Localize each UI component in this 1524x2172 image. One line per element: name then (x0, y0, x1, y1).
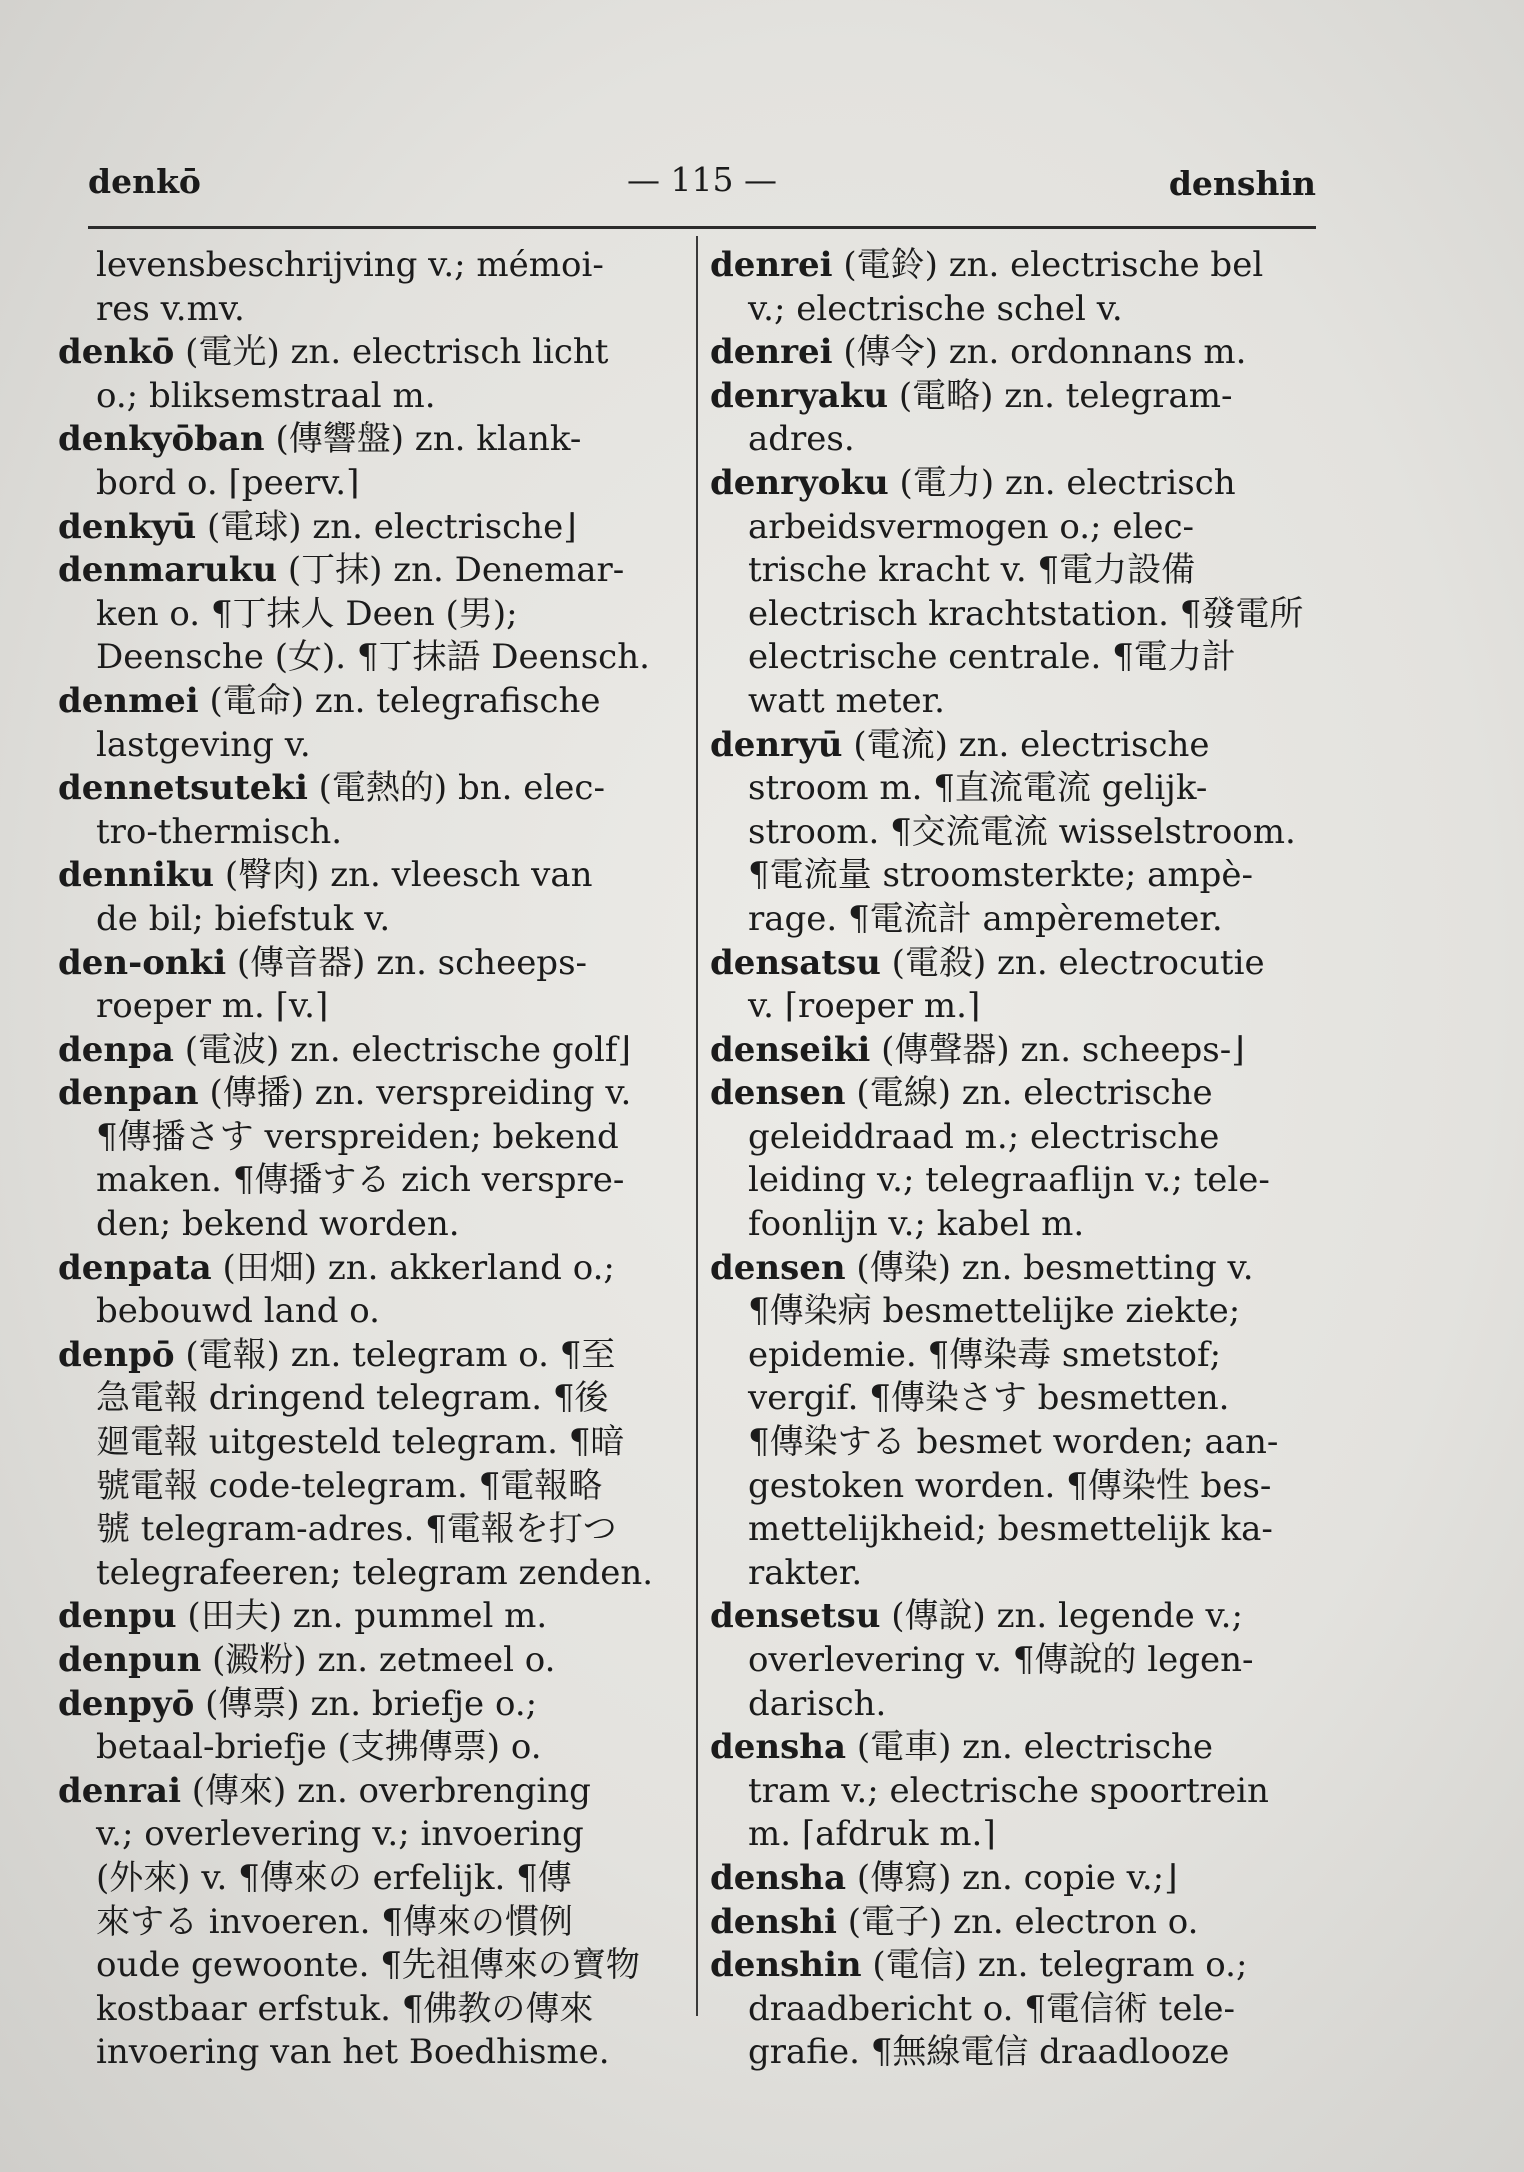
dictionary-entry-line (58, 1639, 672, 1683)
entry-text: (傳票) zn. briefje o.; (194, 1683, 538, 1724)
headword: densetsu (710, 1596, 881, 1637)
entry-text: electrische centrale. ¶電力計 (748, 637, 1236, 678)
entry-text: stroom. ¶交流電流 wisselstroom. (748, 811, 1296, 852)
entry-text: adres. (748, 419, 855, 460)
entry-continuation-line (58, 1857, 672, 1901)
dictionary-entry-line (58, 1072, 672, 1116)
entry-text: (電信) zn. telegram o.; (861, 1945, 1248, 1986)
entry-text: electrisch krachtstation. ¶發電所 (748, 593, 1304, 634)
entry-continuation-line (58, 898, 672, 942)
entry-text: (電力) zn. electrisch (888, 462, 1236, 503)
entry-continuation-line (58, 375, 672, 419)
entry-text: m. ⌈afdruk m.⌉ (748, 1814, 996, 1855)
entry-continuation-line (710, 1116, 1322, 1160)
entry-continuation-line (710, 1813, 1322, 1857)
page-header (88, 158, 1316, 208)
headword: denrai (58, 1770, 181, 1811)
entry-text: (田畑) zn. akkerland o.; (211, 1247, 615, 1288)
entry-text: 急電報 dringend telegram. ¶後 (96, 1378, 609, 1419)
entry-text: (電鈴) zn. electrische bel (832, 245, 1264, 285)
headword: denryoku (710, 462, 889, 503)
dictionary-entry-line (710, 375, 1322, 419)
dictionary-entry-line (710, 1029, 1322, 1073)
dictionary-entry-line (58, 1029, 672, 1073)
entry-text: o.; bliksemstraal m. (96, 375, 436, 416)
dictionary-entry-line (58, 1683, 672, 1727)
entry-continuation-line (710, 288, 1322, 332)
entry-text: ¶傳染病 besmettelijke ziekte; (748, 1291, 1241, 1332)
headword: denrei (710, 332, 833, 373)
entry-text: betaal-briefje (支拂傳票) o. (96, 1727, 542, 1768)
entry-text: (電流) zn. electrische (842, 724, 1210, 765)
headword: den-onki (58, 942, 227, 983)
entry-text: rage. ¶電流計 ampèremeter. (748, 898, 1223, 939)
entry-continuation-line (58, 2031, 672, 2075)
entry-continuation-line (710, 1334, 1322, 1378)
entry-text: maken. ¶傳播する zich verspre- (96, 1160, 625, 1201)
headword: denpan (58, 1073, 199, 1114)
dictionary-entry-line (58, 854, 672, 898)
entry-text: (外來) v. ¶傳來の erfelijk. ¶傳 (96, 1857, 572, 1898)
entry-text: epidemie. ¶傳染毒 smetstof; (748, 1334, 1222, 1375)
entry-text: kostbaar erfstuk. ¶佛教の傳來 (96, 1988, 594, 2029)
headword: denryaku (710, 375, 889, 416)
headword: dennetsuteki (58, 768, 308, 809)
entry-text: (傳音器) zn. scheeps- (226, 942, 588, 983)
entry-text: bord o. ⌈peerv.⌉ (96, 462, 360, 503)
entry-text: de bil; biefstuk v. (96, 898, 391, 939)
entry-continuation-line (710, 636, 1322, 680)
headword: denpu (58, 1596, 177, 1637)
column-divider (696, 236, 698, 2016)
dictionary-entry-line (710, 942, 1322, 986)
entry-continuation-line (710, 767, 1322, 811)
entry-text: tro-thermisch. (96, 811, 343, 852)
dictionary-entry-line (710, 331, 1322, 375)
entry-text: (電光) zn. electrisch licht (174, 332, 609, 373)
entry-continuation-line (58, 593, 672, 637)
entry-continuation-line (710, 854, 1322, 898)
entry-continuation-line (58, 1988, 672, 2032)
entry-text: (傳播) zn. verspreiding v. (198, 1073, 632, 1114)
dictionary-entry-line (710, 1072, 1322, 1116)
entry-continuation-line (58, 1203, 672, 1247)
headword: denkyōban (58, 419, 265, 460)
entry-text: (電子) zn. electron o. (836, 1901, 1199, 1942)
headword: denmaruku (58, 550, 278, 591)
entry-text: geleiddraad m.; electrische (748, 1116, 1220, 1157)
dictionary-entry-line (710, 1726, 1322, 1770)
headword: densatsu (710, 942, 881, 983)
dictionary-entry-line (710, 1944, 1322, 1988)
entry-continuation-line (710, 1552, 1322, 1596)
headword: denrei (710, 245, 833, 285)
header-rule (88, 226, 1316, 229)
entry-text: roeper m. ⌈v.⌉ (96, 986, 329, 1027)
entry-text: vergif. ¶傳染さす besmetten. (748, 1378, 1230, 1419)
entry-continuation-line (710, 1465, 1322, 1509)
entry-text: foonlijn v.; kabel m. (748, 1204, 1085, 1245)
entry-text: Deensche (女). ¶丁抹語 Deensch. (96, 637, 650, 678)
entry-text: (電車) zn. electrische (846, 1727, 1214, 1768)
entry-text: (電波) zn. electrische golf⌋ (173, 1029, 631, 1070)
entry-text: draadbericht o. ¶電信術 tele- (748, 1988, 1235, 2029)
entry-text: (傳聲器) zn. scheeps-⌋ (870, 1029, 1245, 1070)
headword: densen (710, 1073, 846, 1114)
headword: denpun (58, 1640, 202, 1680)
dictionary-entry-line (710, 244, 1322, 288)
entry-text: invoering van het Boedhisme. (96, 2032, 610, 2073)
entry-text: levensbeschrijving v.; mémoi- (96, 245, 604, 285)
entry-continuation-line (58, 1377, 672, 1421)
headword: denniku (58, 855, 215, 896)
entry-continuation-line (710, 811, 1322, 855)
entry-continuation-line (710, 506, 1322, 550)
entry-text: (傳來) zn. overbrenging (180, 1770, 591, 1811)
entry-text: (電略) zn. telegram- (888, 375, 1233, 416)
headword: denpata (58, 1247, 212, 1288)
entry-text: ¶傳播さす verspreiden; bekend (96, 1116, 619, 1157)
entry-text: (傳令) zn. ordonnans m. (832, 332, 1247, 373)
entry-text: v. ⌈roeper m.⌉ (748, 986, 981, 1027)
entry-continuation-line (710, 593, 1322, 637)
entry-text: rakter. (748, 1552, 863, 1593)
right-guide-word: denshin (1168, 164, 1316, 203)
entry-text: v.; overlevering v.; invoering (96, 1814, 584, 1855)
page-number: — 115 — (627, 160, 777, 199)
dictionary-entry-line (58, 680, 672, 724)
dictionary-entry-line (58, 506, 672, 550)
entry-text: (臀肉) zn. vleesch van (214, 855, 593, 896)
dictionary-entry-line (710, 1857, 1322, 1901)
entry-continuation-line (58, 1116, 672, 1160)
dictionary-entry-line (58, 331, 672, 375)
left-guide-word: denkō (88, 162, 201, 201)
entry-text: 號電報 code-telegram. ¶電報略 (96, 1465, 603, 1506)
headword: densha (710, 1857, 847, 1898)
entry-continuation-line (58, 1552, 672, 1596)
entry-text: lastgeving v. (96, 724, 311, 765)
entry-text: bebouwd land o. (96, 1291, 380, 1332)
dictionary-entry-line (58, 549, 672, 593)
dictionary-entry-line (58, 1595, 672, 1639)
entry-continuation-line (58, 288, 672, 332)
dictionary-entry-line (58, 1770, 672, 1814)
entry-text: stroom m. ¶直流電流 gelijk- (748, 768, 1208, 809)
entry-text: (傳寫) zn. copie v.;⌋ (846, 1857, 1178, 1898)
entry-continuation-line (710, 1639, 1322, 1683)
entry-continuation-line (710, 1770, 1322, 1814)
entry-text: (電命) zn. telegrafische (198, 680, 601, 721)
entry-continuation-line (58, 724, 672, 768)
dictionary-entry-line (710, 462, 1322, 506)
dictionary-entry-line (710, 1247, 1322, 1291)
headword: densen (710, 1247, 846, 1288)
entry-text: tram v.; electrische spoortrein (748, 1770, 1269, 1811)
entry-continuation-line (58, 1944, 672, 1988)
entry-continuation-line (710, 418, 1322, 462)
entry-continuation-line (710, 1203, 1322, 1247)
entry-continuation-line (710, 680, 1322, 724)
entry-continuation-line (710, 1508, 1322, 1552)
entry-text: arbeidsvermogen o.; elec- (748, 506, 1194, 547)
entry-text: (傳說) zn. legende v.; (880, 1596, 1243, 1637)
entry-continuation-line (58, 1508, 672, 1552)
entry-text: (田夫) zn. pummel m. (176, 1596, 548, 1637)
right-column (710, 244, 1322, 2075)
entry-continuation-line (710, 2031, 1322, 2075)
entry-continuation-line (58, 1465, 672, 1509)
entry-text: watt meter. (748, 680, 945, 721)
entry-text: grafie. ¶無線電信 draadlooze (748, 2032, 1230, 2073)
entry-text: (電球) zn. electrische⌋ (196, 506, 577, 547)
entry-text: (丁抹) zn. Denemar- (277, 550, 625, 591)
dictionary-entry-line (58, 767, 672, 811)
entry-text: (傳染) zn. besmetting v. (845, 1247, 1254, 1288)
headword: denpa (58, 1029, 174, 1070)
headword: denpyō (58, 1683, 195, 1724)
headword: denkō (58, 332, 175, 373)
entry-text: overlevering v. ¶傳說的 legen- (748, 1640, 1254, 1680)
entry-text: 來する invoeren. ¶傳來の慣例 (96, 1901, 573, 1942)
entry-text: trische kracht v. ¶電力設備 (748, 550, 1196, 591)
entry-text: oude gewoonte. ¶先祖傳來の寶物 (96, 1945, 640, 1986)
entry-text: res v.mv. (96, 288, 245, 329)
entry-text: mettelijkheid; besmettelijk ka- (748, 1509, 1273, 1550)
entry-text: ¶傳染する besmet worden; aan- (748, 1422, 1279, 1463)
entry-text: 號 telegram-adres. ¶電報を打つ (96, 1509, 617, 1550)
entry-text: v.; electrische schel v. (748, 288, 1123, 329)
entry-continuation-line (58, 1421, 672, 1465)
dictionary-entry-line (58, 1247, 672, 1291)
entry-continuation-line (58, 1726, 672, 1770)
entry-text: den; bekend worden. (96, 1204, 460, 1245)
entry-text: 廻電報 uitgesteld telegram. ¶暗 (96, 1422, 625, 1463)
entry-continuation-line (710, 1421, 1322, 1465)
dictionary-entry-line (58, 418, 672, 462)
entry-text: (電線) zn. electrische (845, 1073, 1213, 1114)
dictionary-entry-line (58, 942, 672, 986)
entry-continuation-line (58, 1901, 672, 1945)
entry-continuation-line (58, 244, 672, 288)
entry-text: ¶電流量 stroomsterkte; ampè- (748, 855, 1254, 896)
entry-text: (電殺) zn. electrocutie (880, 942, 1265, 983)
headword: densha (710, 1727, 847, 1768)
entry-continuation-line (58, 636, 672, 680)
headword: denshin (710, 1945, 862, 1986)
entry-continuation-line (710, 898, 1322, 942)
entry-continuation-line (710, 985, 1322, 1029)
entry-text: (電報) zn. telegram o. ¶至 (174, 1334, 616, 1375)
entry-text: (電熱的) bn. elec- (307, 768, 605, 809)
entry-text: leiding v.; telegraaflijn v.; tele- (748, 1160, 1270, 1201)
entry-text: telegrafeeren; telegram zenden. (96, 1552, 654, 1593)
dictionary-entry-line (710, 724, 1322, 768)
entry-continuation-line (58, 1159, 672, 1203)
entry-continuation-line (710, 1290, 1322, 1334)
left-column (58, 244, 672, 2075)
headword: denmei (58, 680, 199, 721)
headword: denkyū (58, 506, 197, 547)
entry-continuation-line (58, 1813, 672, 1857)
headword: denshi (710, 1901, 837, 1942)
headword: denpō (58, 1334, 175, 1375)
entry-text: (傳響盤) zn. klank- (264, 419, 582, 460)
entry-continuation-line (710, 1377, 1322, 1421)
entry-continuation-line (710, 1683, 1322, 1727)
entry-continuation-line (58, 985, 672, 1029)
dictionary-entry-line (710, 1901, 1322, 1945)
dictionary-entry-line (710, 1595, 1322, 1639)
entry-continuation-line (710, 1988, 1322, 2032)
entry-continuation-line (58, 811, 672, 855)
entry-continuation-line (710, 549, 1322, 593)
entry-text: gestoken worden. ¶傳染性 bes- (748, 1465, 1272, 1506)
headword: denseiki (710, 1029, 871, 1070)
dictionary-entry-line (58, 1334, 672, 1378)
headword: denryū (710, 724, 843, 765)
entry-text: ken o. ¶丁抹人 Deen (男); (96, 593, 518, 634)
entry-continuation-line (58, 462, 672, 506)
entry-text: darisch. (748, 1683, 887, 1724)
entry-continuation-line (58, 1290, 672, 1334)
entry-text: (澱粉) zn. zetmeel o. (201, 1640, 556, 1680)
entry-continuation-line (710, 1159, 1322, 1203)
